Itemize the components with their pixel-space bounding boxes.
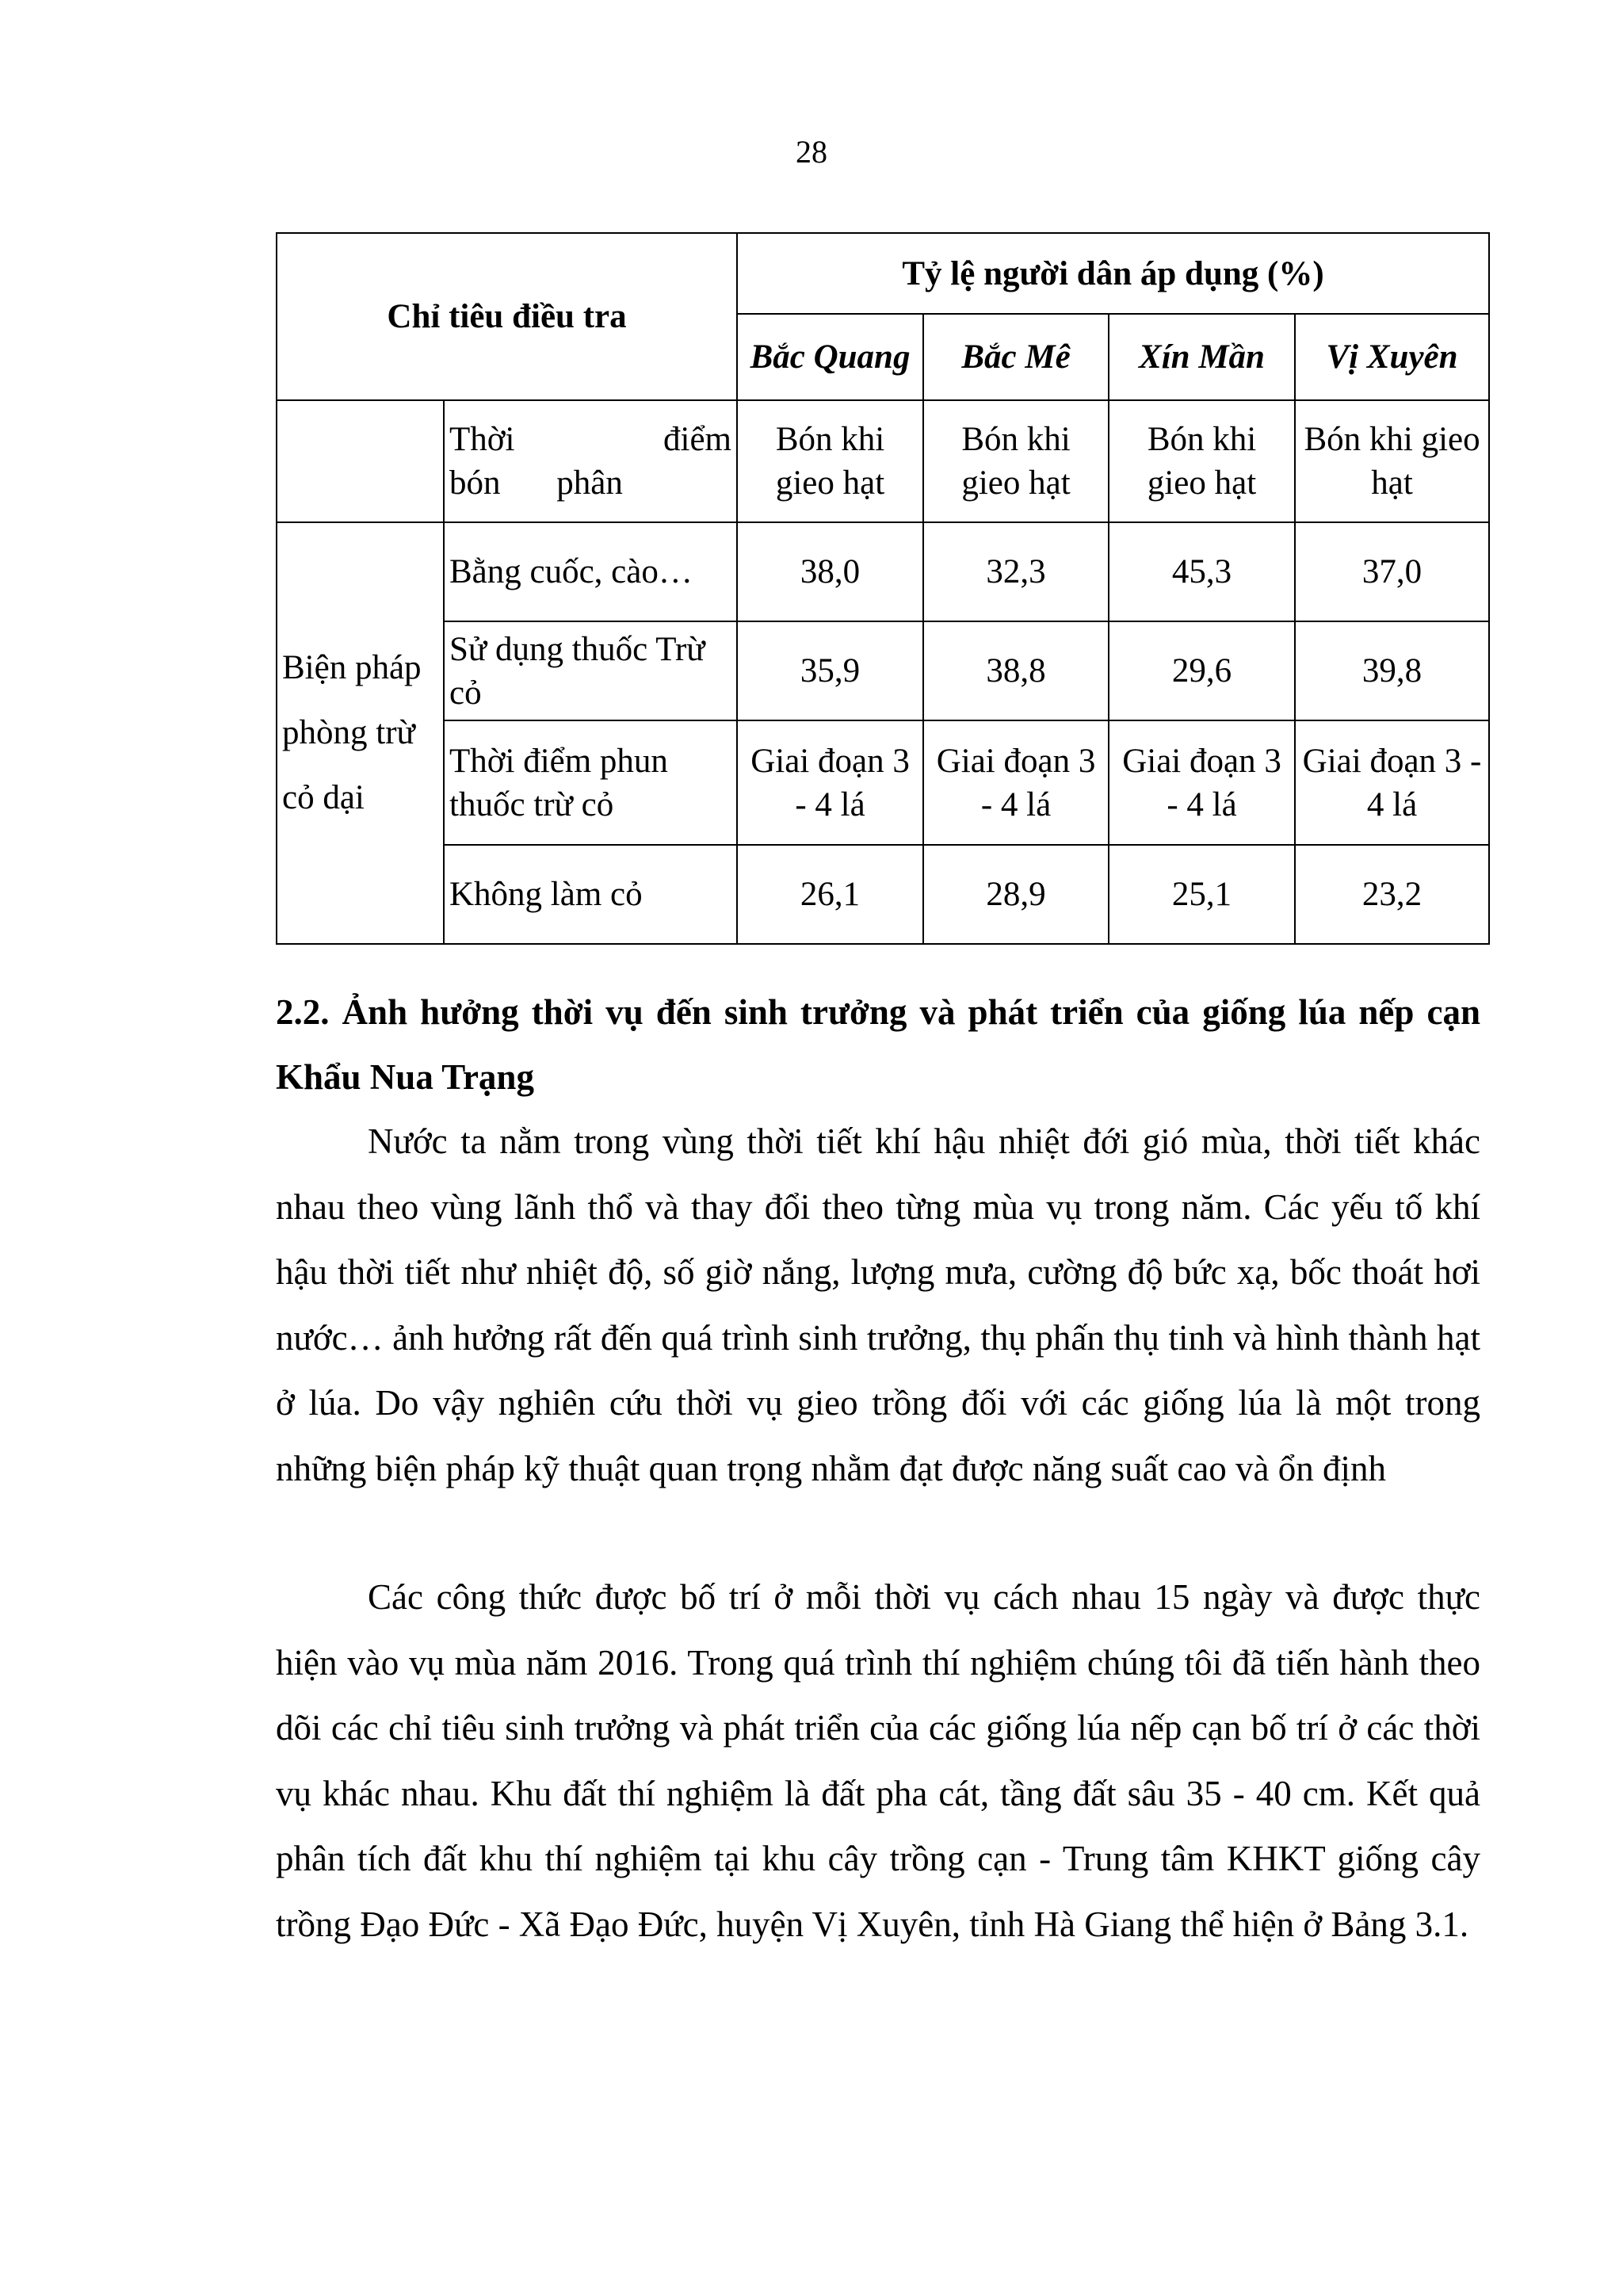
table-cell: 32,3	[923, 522, 1109, 621]
table-cell: 38,0	[737, 522, 923, 621]
column-header-bac-quang: Bắc Quang	[737, 314, 923, 400]
table-row	[277, 621, 1489, 720]
table-cell: 26,1	[737, 845, 923, 944]
table-cell: Bón khi gieo hạt	[1295, 400, 1489, 522]
section-heading: 2.2. Ảnh hưởng thời vụ đến sinh trưởng và phát triển của giống lúa nếp cạn Khẩu Nua Trạng	[276, 992, 1480, 1097]
page-number: 28	[796, 134, 827, 170]
row-label-fertilizer-timing: Thời điểm bón phân	[444, 400, 737, 522]
row-group-label-weed-control: Biện pháp phòng trừ cỏ dại	[277, 522, 444, 944]
body-paragraph: Các công thức được bố trí ở mỗi thời vụ cách nhau 15 ngày và được thực hiện vào vụ mùa năm 2016. Trong quá trình thí nghiệm chúng tôi đã tiến hành theo dõi các chỉ tiêu sinh trưởng và phát triển của các giống lúa nếp cạn bố trí ở các thời vụ khác nhau. Khu đất thí nghiệm là đất pha cát, tầng đất sâu 35 - 40 cm. Kết quả phân tích đất khu thí nghiệm tại khu cây trồng cạn - Trung tâm KHKT giống cây trồng Đạo Đức - Xã Đạo Đức, huyện Vị Xuyên, tỉnh Hà Giang thể hiện ở Bảng 3.1.	[276, 1577, 1480, 1944]
table-cell: Giai đoạn 3 - 4 lá	[923, 720, 1109, 845]
column-header-vi-xuyen: Vị Xuyên	[1295, 314, 1489, 400]
table-cell: Bón khi gieo hạt	[737, 400, 923, 522]
table-corner-header: Chỉ tiêu điều tra	[277, 233, 737, 400]
table-cell: Bón khi gieo hạt	[1109, 400, 1295, 522]
row-label: Thời điểm phun thuốc trừ cỏ	[444, 720, 737, 845]
table-row	[277, 720, 1489, 845]
table-row	[277, 845, 1489, 944]
column-header-bac-me: Bắc Mê	[923, 314, 1109, 400]
table-empty-cell	[277, 400, 444, 522]
row-label: Sử dụng thuốc Trừ cỏ	[444, 621, 737, 720]
body-paragraph: Nước ta nằm trong vùng thời tiết khí hậu nhiệt đới gió mùa, thời tiết khác nhau theo vùng lãnh thổ và thay đổi theo từng mùa vụ trong năm. Các yếu tố khí hậu thời tiết như nhiệt độ, số giờ nắng, lượng mưa, cường độ bức xạ, bốc thoát hơi nước… ảnh hưởng rất đến quá trình sinh trưởng, thụ phấn thụ tinh và hình thành hạt ở lúa. Do vậy nghiên cứu thời vụ gieo trồng đối với các giống lúa là một trong những biện pháp kỹ thuật quan trọng nhằm đạt được năng suất cao và ổn định	[276, 1121, 1480, 1488]
table-cell: 25,1	[1109, 845, 1295, 944]
table-cell: Giai đoạn 3 - 4 lá	[1109, 720, 1295, 845]
table-row	[277, 400, 1489, 522]
table-row	[277, 522, 1489, 621]
table-cell: 37,0	[1295, 522, 1489, 621]
row-label: Bằng cuốc, cào…	[444, 522, 737, 621]
table-group-header: Tỷ lệ người dân áp dụng (%)	[737, 233, 1489, 314]
table-cell: 28,9	[923, 845, 1109, 944]
row-label: Không làm cỏ	[444, 845, 737, 944]
column-header-xin-man: Xín Mần	[1109, 314, 1295, 400]
table-cell: Giai đoạn 3 - 4 lá	[737, 720, 923, 845]
table-cell: 23,2	[1295, 845, 1489, 944]
table-cell: 39,8	[1295, 621, 1489, 720]
survey-table	[276, 232, 1490, 945]
table-cell: 29,6	[1109, 621, 1295, 720]
table-cell: Bón khi gieo hạt	[923, 400, 1109, 522]
table-cell: 38,8	[923, 621, 1109, 720]
table-cell: 45,3	[1109, 522, 1295, 621]
table-cell: 35,9	[737, 621, 923, 720]
table-cell: Giai đoạn 3 - 4 lá	[1295, 720, 1489, 845]
